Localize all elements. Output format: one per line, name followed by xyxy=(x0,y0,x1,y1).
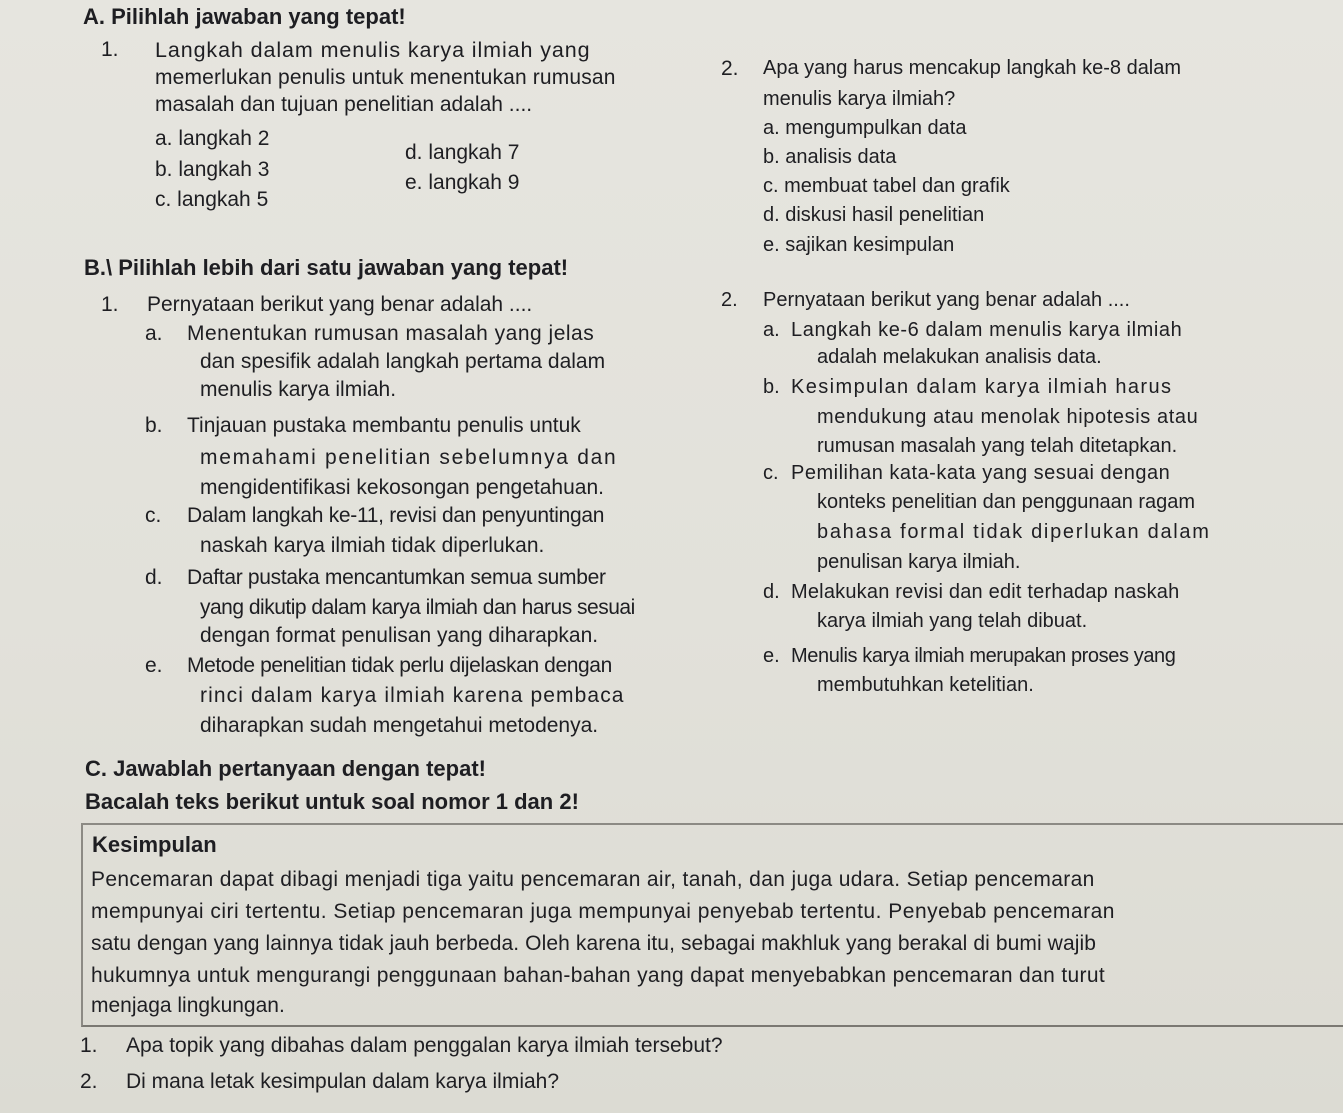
c-q2-number: 2. xyxy=(80,1070,98,1093)
a-q1-option-e: e. langkah 9 xyxy=(405,171,520,194)
b-q2-option-c-line-1: Pemilihan kata-kata yang sesuai dengan xyxy=(791,462,1171,484)
b-q2-option-d-letter: d. xyxy=(763,581,780,603)
section-c-instruction: Bacalah teks berikut untuk soal nomor 1 dan 2! xyxy=(85,789,579,814)
b-q1-option-e-line-3: diharapkan sudah mengetahui metodenya. xyxy=(200,714,599,737)
b-q1-option-e-line-1: Metode penelitian tidak perlu dijelaskan dengan xyxy=(187,654,612,677)
b-q1-option-a-letter: a. xyxy=(145,322,163,345)
b-q1-option-b-letter: b. xyxy=(145,414,163,437)
b-q1-option-c-line-2: naskah karya ilmiah tidak diperlukan. xyxy=(200,534,545,557)
b-q1-option-c-line-1: Dalam langkah ke-11, revisi dan penyuntingan xyxy=(187,504,605,527)
b-q2-option-c-line-2: konteks penelitian dan penggunaan ragam xyxy=(817,491,1196,513)
a-q2-line-2: menulis karya ilmiah? xyxy=(763,88,956,110)
b-q2-option-e-line-1: Menulis karya ilmiah merupakan proses yang xyxy=(791,645,1176,667)
b-q2-option-e-line-2: membutuhkan ketelitian. xyxy=(817,674,1034,696)
b-q1-option-b-line-2: memahami penelitian sebelumnya dan xyxy=(200,446,618,469)
b-q2-option-b-line-1: Kesimpulan dalam karya ilmiah harus xyxy=(791,376,1173,398)
passage-line-5: menjaga lingkungan. xyxy=(91,994,285,1017)
a-q2-number: 2. xyxy=(721,57,739,80)
b-q1-option-c-letter: c. xyxy=(145,504,162,527)
b-q1-stem: Pernyataan berikut yang benar adalah .... xyxy=(147,293,533,316)
b-q2-option-c-letter: c. xyxy=(763,462,779,484)
b-q1-option-b-line-3: mengidentifikasi kekosongan pengetahuan. xyxy=(200,476,604,499)
b-q1-option-e-line-2: rinci dalam karya ilmiah karena pembaca xyxy=(200,684,625,707)
b-q2-option-d-line-2: karya ilmiah yang telah dibuat. xyxy=(817,610,1088,632)
a-q2-option-e: e. sajikan kesimpulan xyxy=(763,234,955,256)
b-q1-option-a-line-3: menulis karya ilmiah. xyxy=(200,378,397,401)
a-q1-option-c: c. langkah 5 xyxy=(155,188,269,211)
a-q1-line-3: masalah dan tujuan penelitian adalah .... xyxy=(155,93,533,116)
b-q1-option-e-letter: e. xyxy=(145,654,163,677)
a-q1-number: 1. xyxy=(101,38,119,61)
b-q1-option-b-line-1: Tinjauan pustaka membantu penulis untuk xyxy=(187,414,581,437)
b-q2-option-a-letter: a. xyxy=(763,319,780,341)
b-q2-option-c-line-4: penulisan karya ilmiah. xyxy=(817,551,1021,573)
a-q2-option-a: a. mengumpulkan data xyxy=(763,117,967,139)
b-q1-option-a-line-2: dan spesifik adalah langkah pertama dalam xyxy=(200,350,606,373)
c-q1-text: Apa topik yang dibahas dalam penggalan karya ilmiah tersebut? xyxy=(126,1034,723,1057)
passage-line-2: mempunyai ciri tertentu. Setiap pencemaran juga mempunyai penyebab tertentu. Penyebab pencemaran xyxy=(91,900,1115,923)
a-q1-line-1: Langkah dalam menulis karya ilmiah yang xyxy=(155,38,591,62)
b-q2-stem: Pernyataan berikut yang benar adalah .... xyxy=(763,289,1130,311)
b-q1-option-a-line-1: Menentukan rumusan masalah yang jelas xyxy=(187,322,595,345)
a-q2-option-d: d. diskusi hasil penelitian xyxy=(763,204,985,226)
c-q2-text: Di mana letak kesimpulan dalam karya ilmiah? xyxy=(126,1070,560,1093)
b-q2-option-c-line-3: bahasa formal tidak diperlukan dalam xyxy=(817,521,1211,543)
a-q2-option-c: c. membuat tabel dan grafik xyxy=(763,175,1010,197)
b-q1-number: 1. xyxy=(101,293,119,316)
b-q1-option-d-letter: d. xyxy=(145,566,163,589)
b-q2-option-e-letter: e. xyxy=(763,645,780,667)
passage-line-4: hukumnya untuk mengurangi penggunaan bahan-bahan yang dapat menyebabkan pencemaran dan turut xyxy=(91,964,1106,987)
a-q1-line-2: memerlukan penulis untuk menentukan rumusan xyxy=(155,66,616,89)
a-q2-line-1: Apa yang harus mencakup langkah ke-8 dalam xyxy=(763,57,1182,79)
c-q1-number: 1. xyxy=(80,1034,98,1057)
b-q2-option-b-line-2: mendukung atau menolak hipotesis atau xyxy=(817,406,1199,428)
section-b-heading: B.\ Pilihlah lebih dari satu jawaban yang tepat! xyxy=(84,255,569,280)
b-q2-option-b-letter: b. xyxy=(763,376,780,398)
b-q2-option-a-line-2: adalah melakukan analisis data. xyxy=(817,346,1102,368)
section-a-heading: A. Pilihlah jawaban yang tepat! xyxy=(83,4,406,29)
passage-title: Kesimpulan xyxy=(92,832,217,857)
a-q1-option-a: a. langkah 2 xyxy=(155,127,270,150)
a-q1-option-b: b. langkah 3 xyxy=(155,158,270,181)
a-q1-option-d: d. langkah 7 xyxy=(405,141,520,164)
b-q1-option-d-line-3: dengan format penulisan yang diharapkan. xyxy=(200,624,599,647)
passage-line-1: Pencemaran dapat dibagi menjadi tiga yaitu pencemaran air, tanah, dan juga udara. Setiap pencemaran xyxy=(91,868,1095,891)
b-q1-option-d-line-2: yang dikutip dalam karya ilmiah dan harus sesuai xyxy=(200,596,635,619)
section-c-heading: C. Jawablah pertanyaan dengan tepat! xyxy=(85,756,486,781)
passage-line-3: satu dengan yang lainnya tidak jauh berbeda. Oleh karena itu, sebagai makhluk yang berakal di bumi wajib xyxy=(91,932,1097,955)
a-q2-option-b: b. analisis data xyxy=(763,146,897,168)
b-q2-option-b-line-3: rumusan masalah yang telah ditetapkan. xyxy=(817,435,1178,457)
b-q2-option-a-line-1: Langkah ke-6 dalam menulis karya ilmiah xyxy=(791,319,1183,341)
b-q2-option-d-line-1: Melakukan revisi dan edit terhadap naskah xyxy=(791,581,1180,603)
b-q1-option-d-line-1: Daftar pustaka mencantumkan semua sumber xyxy=(187,566,606,589)
b-q2-number: 2. xyxy=(721,289,738,311)
